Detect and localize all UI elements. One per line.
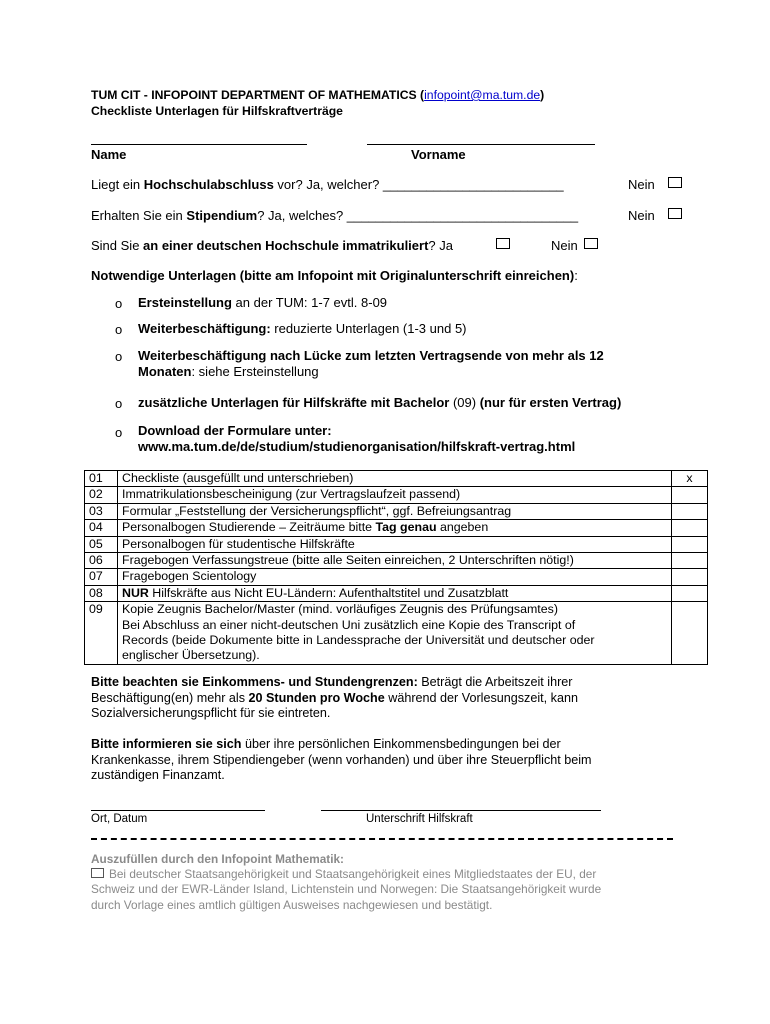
table-row: 07 Fragebogen Scientology [85,569,708,585]
table-row: 01 Checkliste (ausgefüllt und unterschrieben) x [85,471,708,487]
question-hochschulabschluss: Liegt ein Hochschulabschluss vor? Ja, welcher? _________________________ [91,177,564,192]
bullet-weiterbeschaeftigung: Weiterbeschäftigung: reduzierte Unterlagen (1-3 und 5) [138,321,467,336]
bullet-ersteinstellung: Ersteinstellung an der TUM: 1-7 evtl. 8-09 [138,295,388,310]
document-title: TUM CIT - INFOPOINT DEPARTMENT OF MATHEMATICS (infopoint@ma.tum.de) [91,88,545,102]
table-row: 06 Fragebogen Verfassungstreue (bitte alle Seiten einreichen, 2 Unterschriften nötig!) [85,553,708,569]
checklist-mark-cell[interactable] [672,503,708,519]
checklist-mark-cell[interactable] [672,536,708,552]
notice-inform-yourself: Bitte informieren sie sich über ihre persönlichen Einkommensbedingungen bei der Krankenkasse, ihrem Stipendiengeber (wenn vorhanden) und über ihre Steuerpflicht beim zuständigen Finanzamt. [91,737,592,783]
question-stipendium: Erhalten Sie ein Stipendium? Ja, welches? ________________________________ [91,208,579,223]
checklist-mark-cell[interactable] [672,569,708,585]
q3-nein-label: Nein [551,238,578,253]
checklist-mark-cell[interactable]: x [672,471,708,487]
checklist-mark-cell[interactable] [672,553,708,569]
vorname-label: Vorname [411,147,466,162]
checklist-mark-cell[interactable] [672,520,708,536]
q3-nein-checkbox[interactable] [584,238,598,249]
notice-income-limits: Bitte beachten sie Einkommens- und Stundengrenzen: Beträgt die Arbeitszeit ihrer Beschäftigung(en) mehr als 20 Stunden pro Woche während der Vorlesungszeit, kann Sozialversicherungspflicht für sie eintreten. [91,675,578,721]
place-date-input-line[interactable] [91,810,265,811]
table-row: 02 Immatrikulationsbescheinigung (zur Vertragslaufzeit passend) [85,487,708,503]
vorname-input-line[interactable] [367,144,595,145]
document-subtitle: Checkliste Unterlagen für Hilfskraftverträge [91,104,343,118]
q3-ja-checkbox[interactable] [496,238,510,249]
signature-input-line[interactable] [321,810,601,811]
infopoint-email-link[interactable]: infopoint@ma.tum.de [424,88,541,102]
checklist-table [84,470,708,665]
table-row: 08 NUR Hilfskräfte aus Nicht EU-Ländern: Aufenthaltstitel und Zusatzblatt [85,585,708,601]
bullet-marker: o [115,322,123,337]
name-input-line[interactable] [91,144,307,145]
bullet-marker: o [115,296,123,311]
signature-label: Unterschrift Hilfskraft [366,813,473,825]
checklist-mark-cell[interactable] [672,487,708,503]
name-label: Name [91,147,127,162]
table-row: 09 Kopie Zeugnis Bachelor/Master (mind. vorläufiges Zeugnis des Prüfungsamtes) Bei Abschluss an einer nicht-deutschen Uni zusätzlich eine Kopie des Transcript of Records (beide Dokumente bitte in Landessprache der Universität und deutscher oder englischer Übersetzung). [85,602,708,665]
q1-nein-label: Nein [628,177,655,192]
bullet-bachelor: zusätzliche Unterlagen für Hilfskräfte mit Bachelor (09) (nur für ersten Vertrag) [138,395,622,410]
bullet-marker: o [115,425,123,440]
table-row: 05 Personalbogen für studentische Hilfskräfte [85,536,708,552]
checklist-mark-cell[interactable] [672,602,708,665]
q2-nein-label: Nein [628,208,655,223]
required-documents-heading: Notwendige Unterlagen (bitte am Infopoint mit Originalunterschrift einreichen): [91,268,578,283]
table-row: 04 Personalbogen Studierende – Zeiträume bitte Tag genau angeben [85,520,708,536]
bullet-weiterbeschaeftigung-luecke-line2: Monaten: siehe Ersteinstellung [138,364,319,379]
place-date-label: Ort, Datum [91,813,148,825]
question-immatrikuliert: Sind Sie an einer deutschen Hochschule immatrikuliert? Ja [91,238,453,253]
bullet-marker: o [115,349,123,364]
q1-nein-checkbox[interactable] [668,177,682,188]
checklist-mark-cell[interactable] [672,585,708,601]
q2-nein-checkbox[interactable] [668,208,682,219]
staatsangehoerigkeit-checkbox[interactable] [91,868,104,878]
table-row: 03 Formular „Feststellung der Versicherungspflicht“, ggf. Befreiungsantrag [85,503,708,519]
bullet-download: Download der Formulare unter: [138,423,332,438]
cut-separator [91,838,673,848]
infopoint-section: Auszufüllen durch den Infopoint Mathematik: Bei deutscher Staatsangehörigkeit und Staatsangehörigkeit eines Mitgliedstaates der EU, der Schweiz und der EWR-Länder Island, Lichtenstein und Norwegen: Die Staatsangehörigkeit wurde durch Vorlage eines amtlich gültigen Ausweises nachgewiesen und bestätigt. [91,852,602,912]
download-url-link[interactable]: www.ma.tum.de/de/studium/studienorganisation/hilfskraft-vertrag.html [138,439,576,454]
bullet-weiterbeschaeftigung-luecke: Weiterbeschäftigung nach Lücke zum letzten Vertragsende von mehr als 12 [138,348,604,363]
bullet-marker: o [115,396,123,411]
